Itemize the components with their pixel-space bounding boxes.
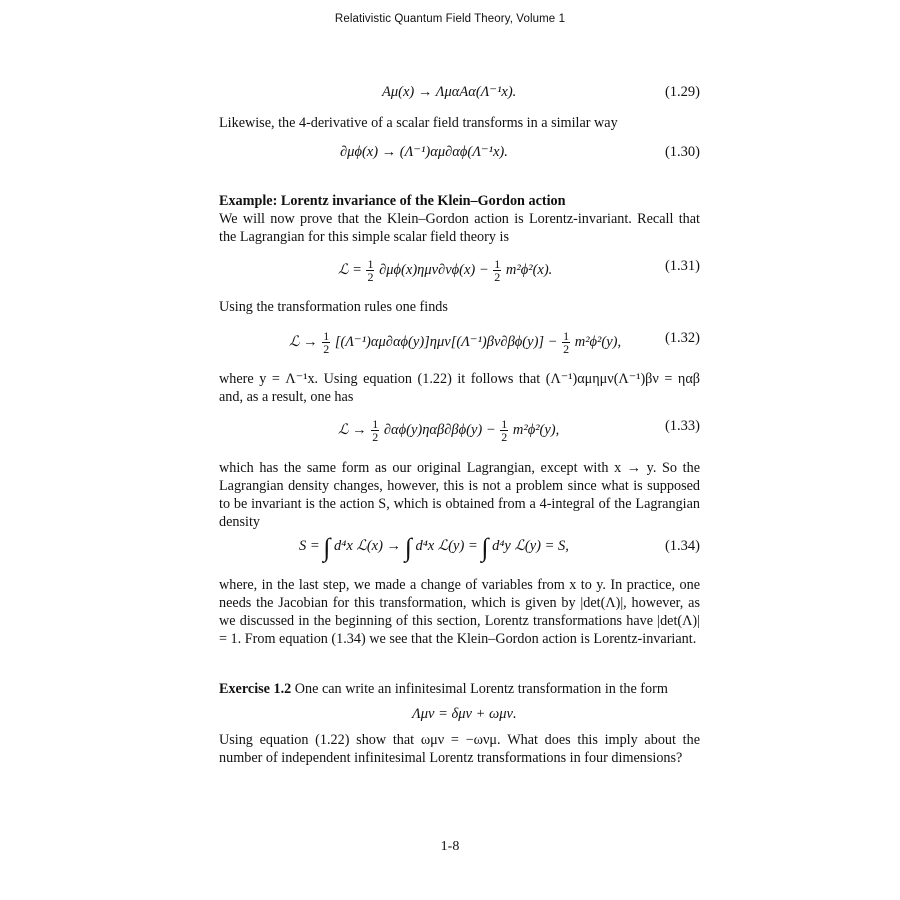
equation-expression [338, 418, 559, 443]
equation-lhs: ℒ → [338, 421, 367, 438]
fraction-denominator: 2 [501, 430, 508, 444]
fraction-numerator: 1 [367, 257, 374, 271]
equation-middle: [(Λ⁻¹)αμ∂αϕ(y)]ημν[(Λ⁻¹)βν∂βϕ(y)] − [334, 333, 558, 350]
paragraph-using: Using the transformation rules one finds [219, 299, 448, 315]
integral-sign: ∫ [404, 533, 412, 562]
equation-lhs: ℒ → [289, 333, 318, 350]
paragraph-exercise-question: Using equation (1.22) show that ωμν = −ωνμ. What does this imply about the number of independent infinitesimal Lorentz transformations in four dimensions? [219, 732, 700, 766]
equation-expression [289, 330, 621, 355]
equation-1-31 [219, 258, 700, 282]
equation-1-29 [219, 84, 700, 108]
page-number: 1-8 [440, 839, 460, 854]
equation-middle: ∂μϕ(x)ημν∂νϕ(x) − [379, 261, 489, 278]
paragraph-prove: We will now prove that the Klein–Gordon action is Lorentz-invariant. Recall that the Lagrangian for this simple scalar field theory is [219, 211, 700, 245]
fraction-numerator: 1 [563, 329, 570, 343]
fraction-denominator: 2 [367, 270, 374, 284]
equation-1-30 [219, 144, 700, 168]
equation-expression: Λμν = δμν + ωμν. [412, 706, 517, 722]
equation-number: (1.33) [664, 418, 700, 434]
equation-expression [299, 533, 569, 562]
fraction [371, 418, 379, 443]
equation-rhs: m²ϕ²(y), [512, 421, 560, 438]
equation-part: d⁴x ℒ(y) = [415, 538, 478, 554]
fraction [366, 258, 374, 283]
equation-expression: ∂μϕ(x) → (Λ⁻¹)αμ∂αϕ(Λ⁻¹x). [340, 144, 508, 160]
example-heading: Example: Lorentz invariance of the Klein–Gordon action [219, 193, 566, 209]
equation-1-33 [219, 418, 700, 442]
fraction-numerator: 1 [372, 417, 379, 431]
fraction-denominator: 2 [563, 342, 570, 356]
equation-number: (1.30) [664, 144, 700, 160]
integral-sign: ∫ [481, 533, 489, 562]
equation-part: d⁴y ℒ(y) = S, [492, 538, 569, 554]
paragraph-likewise: Likewise, the 4-derivative of a scalar field transforms in a similar way [219, 115, 618, 131]
integral-sign: ∫ [323, 533, 331, 562]
equation-number: (1.31) [664, 258, 700, 274]
paragraph-same-form: which has the same form as our original Lagrangian, except with x → y. So the Lagrangian density changes, however, this is not a problem since what is supposed to be invariant is the action S, which is obtained from a 4-integral of the Lagrangian density [219, 460, 700, 530]
equation-1-32 [219, 330, 700, 354]
fraction-denominator: 2 [494, 270, 501, 284]
paragraph-jacobian: where, in the last step, we made a change of variables from x to y. In practice, one needs the Jacobian for this transformation, which is given by |det(Λ)|, however, as we discussed in the beginning of this section, Lorentz transformations have |det(Λ)| = 1. From equation (1.34) we see that the Klein–Gordon action is Lorentz-invariant. [219, 577, 700, 647]
equation-number: (1.34) [664, 538, 700, 554]
exercise-text: One can write an infinitesimal Lorentz transformation in the form [294, 681, 668, 697]
fraction [562, 330, 570, 355]
equation-number: (1.29) [664, 84, 700, 100]
equation-lhs: ℒ = [338, 261, 362, 278]
fraction-numerator: 1 [323, 329, 330, 343]
equation-expression [338, 258, 552, 283]
exercise-paragraph [219, 680, 700, 698]
equation-1-34 [219, 533, 700, 562]
fraction-numerator: 1 [494, 257, 501, 271]
equation-infinitesimal [219, 706, 700, 730]
equation-rhs: m²ϕ²(x). [505, 261, 553, 278]
equation-part: d⁴x ℒ(x) → [334, 538, 402, 554]
fraction-denominator: 2 [372, 430, 379, 444]
fraction-numerator: 1 [501, 417, 508, 431]
fraction-denominator: 2 [323, 342, 330, 356]
fraction [500, 418, 508, 443]
paragraph-where: where y = Λ⁻¹x. Using equation (1.22) it follows that (Λ⁻¹)αμημν(Λ⁻¹)βν = ηαβ and, as a result, one has [219, 371, 700, 405]
running-head: Relativistic Quantum Field Theory, Volume 1 [334, 13, 566, 25]
equation-part: S = [299, 538, 320, 554]
exercise-label: Exercise 1.2 [219, 681, 292, 697]
equation-middle: ∂αϕ(y)ηαβ∂βϕ(y) − [383, 421, 496, 438]
equation-number: (1.32) [664, 330, 700, 346]
fraction [322, 330, 330, 355]
fraction [493, 258, 501, 283]
equation-expression: Aμ(x) → ΛμαAα(Λ⁻¹x). [382, 84, 517, 100]
equation-rhs: m²ϕ²(y), [574, 333, 622, 350]
